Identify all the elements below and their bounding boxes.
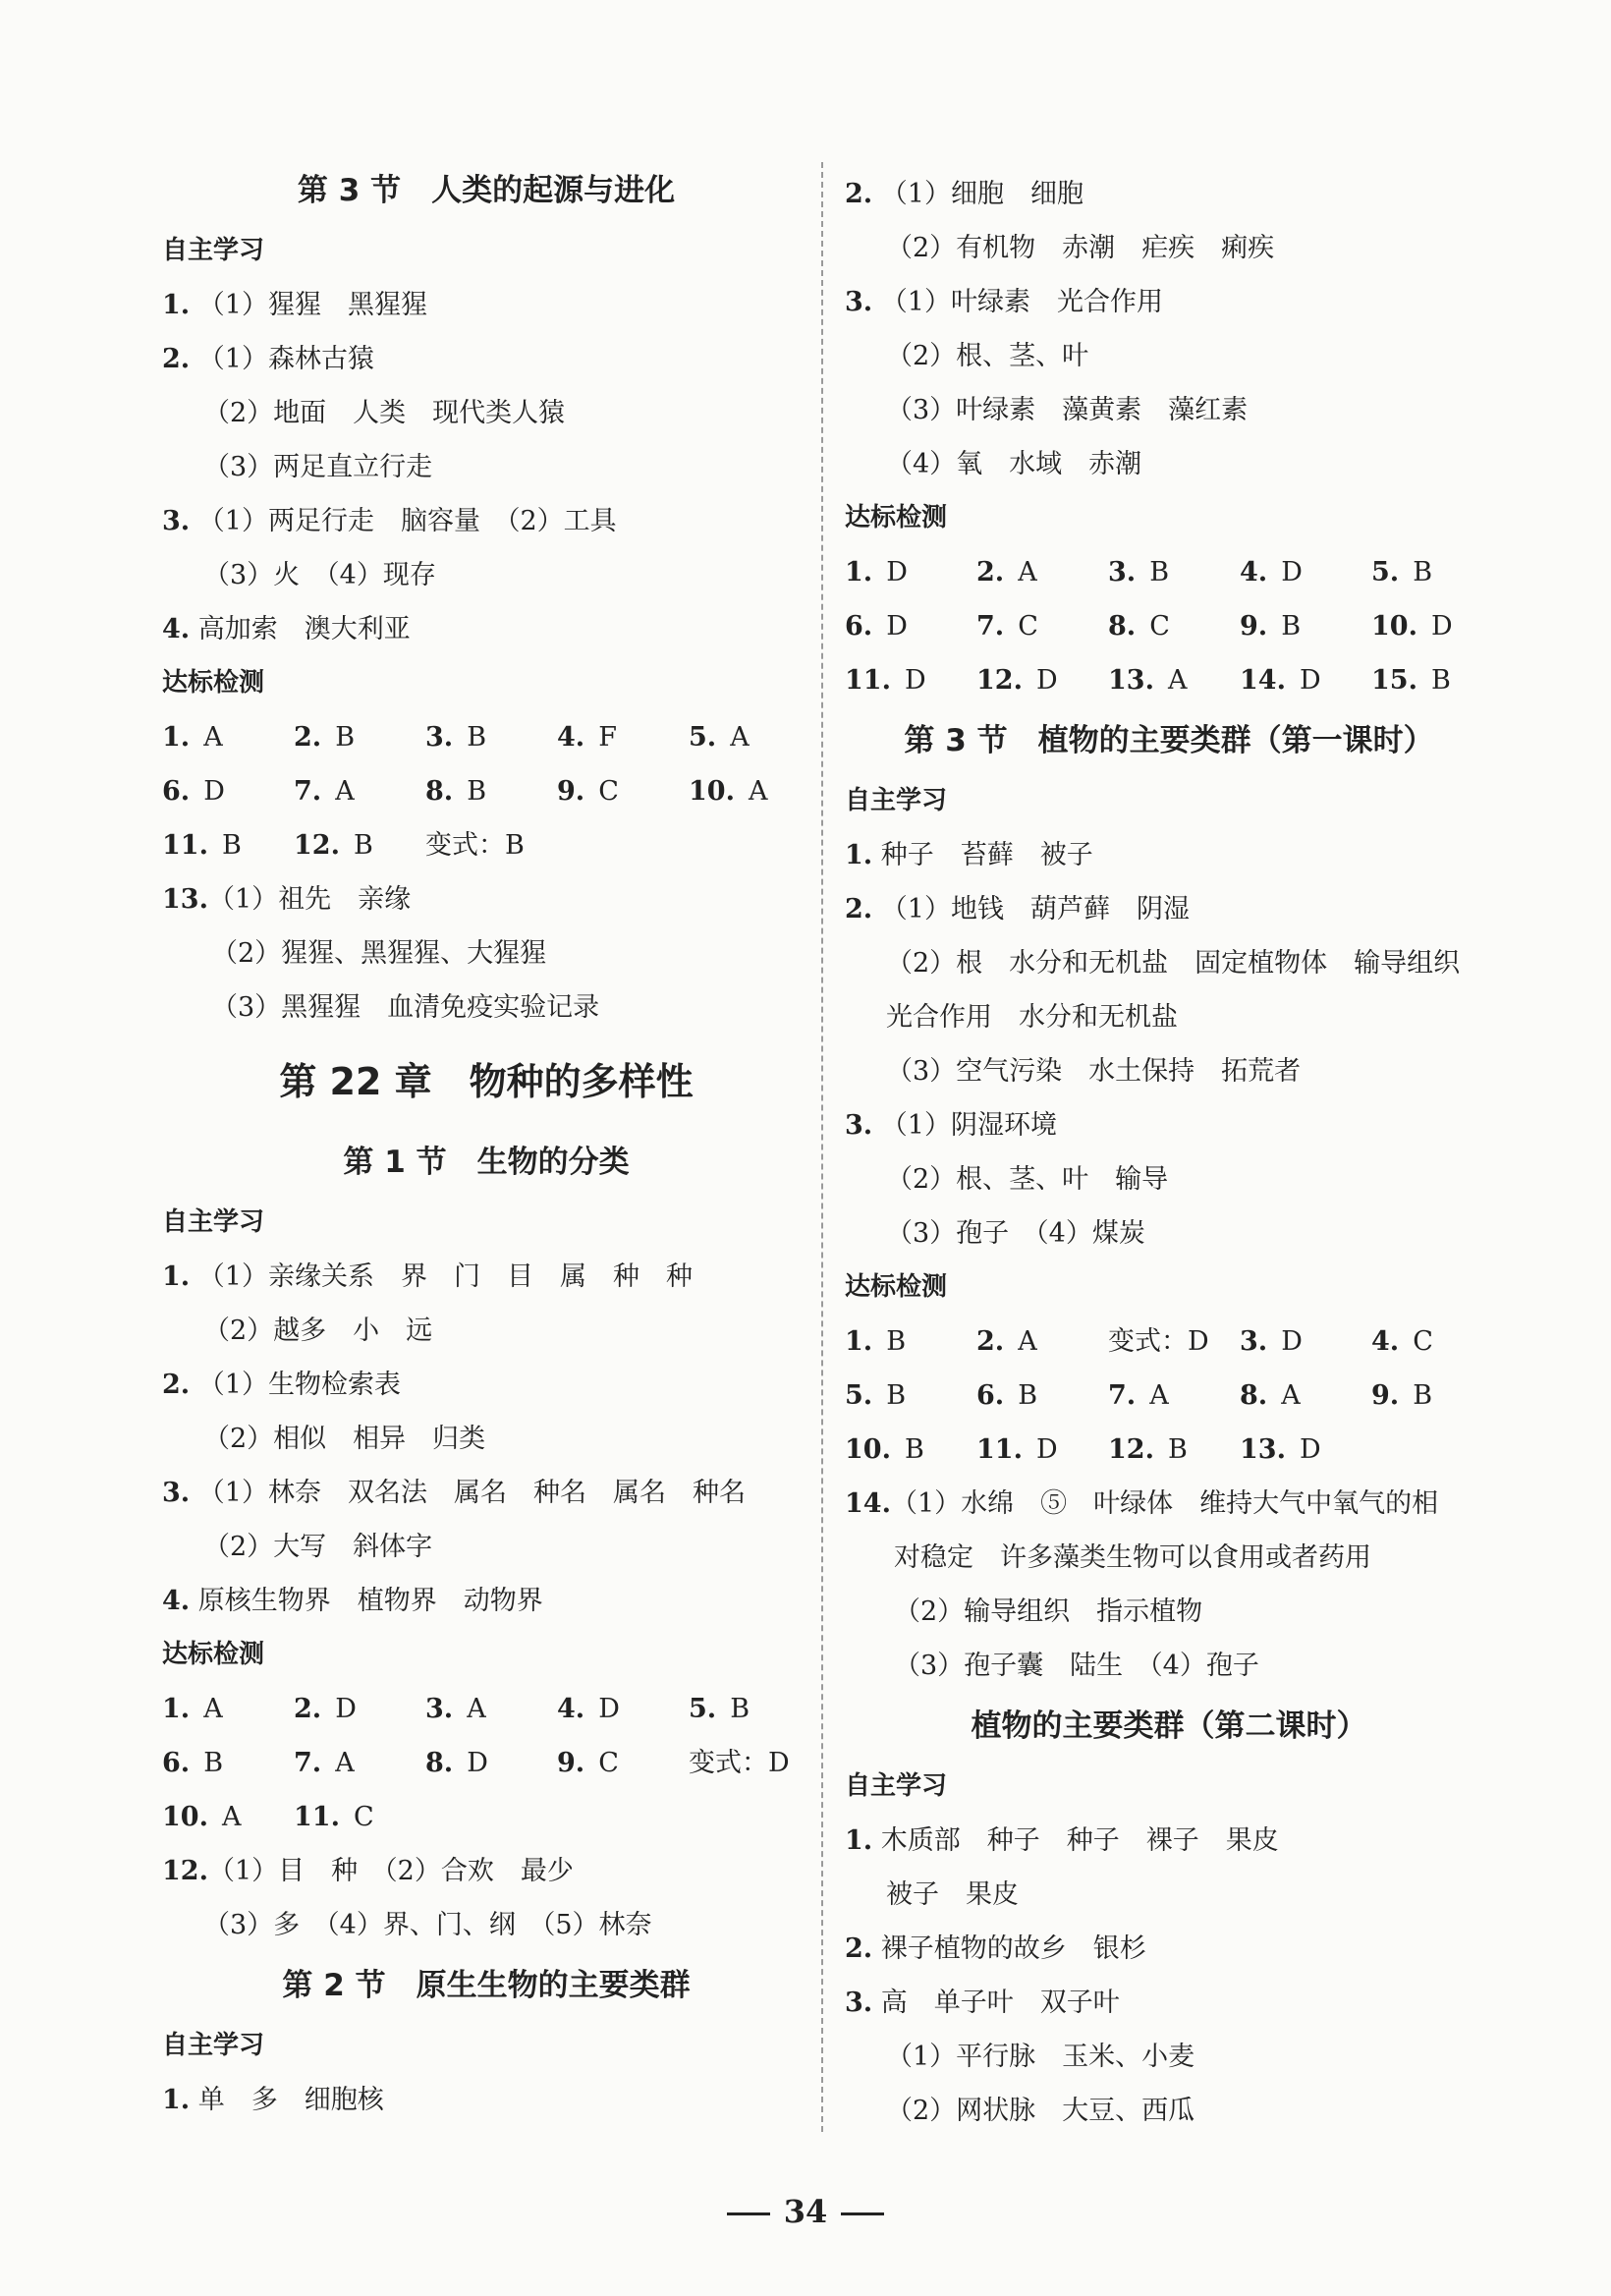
label-dabiao: 达标检测 bbox=[162, 668, 265, 698]
label-zizhu: 自主学习 bbox=[162, 236, 265, 265]
mc-answer bbox=[1240, 1315, 1303, 1369]
mc-answer bbox=[162, 710, 223, 764]
answer-letter: B bbox=[221, 830, 242, 861]
mc-answer bbox=[294, 764, 355, 818]
question-number: 2. bbox=[976, 557, 1005, 588]
answer-letter: B bbox=[1167, 1434, 1188, 1465]
answer-letter: A bbox=[730, 722, 750, 753]
answer-letter: C bbox=[353, 1802, 374, 1832]
chapter-title: 第 22 章 物种的多样性 bbox=[279, 1060, 694, 1103]
answer-letter: D bbox=[1299, 1434, 1321, 1465]
answer-letter: B bbox=[1018, 1380, 1038, 1411]
mc-answer bbox=[845, 599, 908, 653]
answer-line: （3）火 （4）现存 bbox=[203, 560, 436, 590]
mc-answer bbox=[425, 818, 525, 872]
answer-letter: D bbox=[1035, 1434, 1058, 1465]
answer-letter: B bbox=[467, 722, 487, 753]
section-title: 第 2 节 原生生物的主要类群 bbox=[282, 1968, 691, 2003]
question-number: 13. bbox=[1108, 665, 1154, 696]
mc-answer bbox=[689, 764, 767, 818]
question-number: 3. bbox=[1240, 1326, 1268, 1357]
mc-answer bbox=[1240, 1369, 1301, 1423]
section-title: 植物的主要类群（第二课时） bbox=[971, 1708, 1367, 1744]
question-number: 1. bbox=[845, 557, 873, 588]
mc-answer bbox=[689, 1682, 750, 1736]
mc-answer bbox=[1240, 545, 1303, 599]
mc-answer bbox=[162, 818, 242, 872]
mc-answer bbox=[1371, 599, 1453, 653]
question-number: 8. bbox=[1108, 611, 1137, 642]
answer-letter: 变式：B bbox=[425, 830, 525, 861]
question-number: 3. bbox=[1108, 557, 1137, 588]
answer-line: 1. （1）亲缘关系 界 门 目 属 种 种 bbox=[162, 1261, 693, 1292]
answer-line: 3. （1）两足行走 脑容量 （2）工具 bbox=[162, 506, 617, 536]
question-number: 6. bbox=[976, 1380, 1005, 1411]
answer-letter: A bbox=[1018, 1326, 1037, 1357]
question-number: 4. bbox=[557, 1694, 585, 1724]
answer-letter: B bbox=[730, 1694, 750, 1724]
answer-letter: C bbox=[598, 1748, 619, 1778]
answer-letter: C bbox=[598, 776, 619, 807]
answer-line: （3）叶绿素 藻黄素 藻红素 bbox=[886, 395, 1249, 425]
section-title: 第 3 节 人类的起源与进化 bbox=[297, 173, 676, 208]
answer-letter: B bbox=[1149, 557, 1170, 588]
mc-answer bbox=[1371, 653, 1451, 707]
answer-letter: C bbox=[1018, 611, 1038, 642]
answer-letter: A bbox=[1281, 1380, 1301, 1411]
mc-answer bbox=[1371, 1369, 1432, 1423]
answer-letter: D bbox=[1299, 665, 1321, 696]
answer-letter: A bbox=[335, 776, 355, 807]
question-number: 15. bbox=[1371, 665, 1417, 696]
label-zizhu: 自主学习 bbox=[845, 786, 948, 815]
answer-line: （2）有机物 赤潮 疟疾 痢疾 bbox=[886, 233, 1275, 263]
question-number: 4. bbox=[557, 722, 585, 753]
mc-answer bbox=[976, 653, 1058, 707]
answer-line: 4. 高加索 澳大利亚 bbox=[162, 614, 411, 644]
answer-line: （2）输导组织 指示植物 bbox=[894, 1596, 1203, 1627]
question-number: 12. bbox=[294, 830, 340, 861]
mc-answer bbox=[689, 710, 750, 764]
question-number: 11. bbox=[294, 1802, 340, 1832]
answer-letter: C bbox=[1149, 611, 1170, 642]
answer-line: 1. 木质部 种子 种子 裸子 果皮 bbox=[845, 1825, 1279, 1856]
question-number: 5. bbox=[845, 1380, 873, 1411]
answer-line: 13.（1）祖先 亲缘 bbox=[162, 884, 412, 915]
answer-line: 2. 裸子植物的故乡 银杉 bbox=[845, 1933, 1146, 1964]
label-dabiao: 达标检测 bbox=[845, 503, 948, 532]
mc-answer bbox=[1108, 599, 1170, 653]
answer-line: （3）空气污染 水土保持 拓荒者 bbox=[886, 1056, 1302, 1087]
question-number: 12. bbox=[1108, 1434, 1154, 1465]
answer-letter: D bbox=[1430, 611, 1453, 642]
question-number: 1. bbox=[162, 722, 191, 753]
label-zizhu: 自主学习 bbox=[162, 2031, 265, 2060]
mc-answer bbox=[557, 1682, 620, 1736]
answer-line: 光合作用 水分和无机盐 bbox=[886, 1002, 1178, 1033]
mc-answer bbox=[162, 1790, 241, 1844]
mc-answer bbox=[162, 1736, 223, 1790]
question-number: 3. bbox=[425, 1694, 454, 1724]
answer-line: （3）黑猩猩 血清免疫实验记录 bbox=[211, 992, 600, 1023]
mc-answer bbox=[162, 1682, 223, 1736]
label-zizhu: 自主学习 bbox=[162, 1207, 265, 1237]
question-number: 11. bbox=[162, 830, 208, 861]
question-number: 11. bbox=[845, 665, 891, 696]
mc-answer bbox=[1371, 545, 1432, 599]
mc-grid-row bbox=[162, 764, 810, 818]
question-number: 12. bbox=[976, 665, 1023, 696]
question-number: 4. bbox=[1240, 557, 1268, 588]
page-number: 34 bbox=[0, 2193, 1611, 2230]
question-number: 2. bbox=[294, 1694, 322, 1724]
section-title: 第 3 节 植物的主要类群（第一课时） bbox=[904, 723, 1434, 758]
answer-letter: B bbox=[353, 830, 373, 861]
mc-answer bbox=[845, 1369, 906, 1423]
question-number: 1. bbox=[845, 1326, 873, 1357]
question-number: 5. bbox=[689, 722, 717, 753]
mc-answer bbox=[1240, 599, 1301, 653]
answer-letter: B bbox=[335, 722, 356, 753]
question-number: 5. bbox=[1371, 557, 1400, 588]
answer-letter: A bbox=[221, 1802, 242, 1832]
mc-grid-row bbox=[162, 818, 810, 872]
answer-letter: B bbox=[1413, 557, 1433, 588]
mc-answer bbox=[294, 1736, 355, 1790]
left-column bbox=[162, 157, 810, 2127]
answer-line: （2）根 水分和无机盐 固定植物体 输导组织 bbox=[886, 948, 1461, 979]
section-title: 第 1 节 生物的分类 bbox=[343, 1145, 630, 1180]
right-column bbox=[845, 167, 1493, 2138]
mc-answer bbox=[1108, 1369, 1169, 1423]
mc-answer bbox=[976, 545, 1037, 599]
question-number: 7. bbox=[294, 1748, 322, 1778]
mc-grid-row bbox=[162, 1736, 810, 1790]
mc-answer bbox=[557, 710, 617, 764]
answer-letter: A bbox=[203, 1694, 223, 1724]
answer-letter: A bbox=[1149, 1380, 1169, 1411]
mc-grid-row bbox=[845, 1369, 1493, 1423]
answer-line: （1）平行脉 玉米、小麦 bbox=[886, 2042, 1195, 2072]
mc-answer bbox=[1240, 653, 1321, 707]
answer-line: 对稳定 许多藻类生物可以食用或者药用 bbox=[894, 1542, 1371, 1573]
question-number: 9. bbox=[557, 1748, 585, 1778]
question-number: 10. bbox=[162, 1802, 208, 1832]
answer-letter: D bbox=[1281, 1326, 1303, 1357]
mc-answer bbox=[845, 1315, 906, 1369]
mc-answer bbox=[294, 818, 373, 872]
answer-letter: A bbox=[748, 776, 768, 807]
mc-answer bbox=[976, 1315, 1037, 1369]
answer-line: （3）孢子囊 陆生 （4）孢子 bbox=[894, 1651, 1259, 1681]
question-number: 5. bbox=[689, 1694, 717, 1724]
answer-letter: 变式：D bbox=[689, 1748, 790, 1778]
answer-letter: B bbox=[467, 776, 487, 807]
mc-answer bbox=[1108, 1423, 1188, 1477]
answer-line: 3. 高 单子叶 双子叶 bbox=[845, 1988, 1120, 2018]
question-number: 10. bbox=[689, 776, 735, 807]
answer-line: 被子 果皮 bbox=[886, 1879, 1019, 1910]
mc-answer bbox=[689, 1736, 790, 1790]
question-number: 9. bbox=[557, 776, 585, 807]
question-number: 7. bbox=[976, 611, 1005, 642]
mc-answer bbox=[845, 545, 908, 599]
question-number: 8. bbox=[1240, 1380, 1268, 1411]
answer-line: 1. （1）猩猩 黑猩猩 bbox=[162, 290, 427, 320]
answer-letter: D bbox=[1035, 665, 1058, 696]
question-number: 6. bbox=[162, 776, 191, 807]
answer-line: 2. （1）生物检索表 bbox=[162, 1370, 401, 1400]
mc-answer bbox=[845, 1423, 924, 1477]
question-number: 9. bbox=[1371, 1380, 1400, 1411]
question-number: 7. bbox=[1108, 1380, 1137, 1411]
mc-answer bbox=[1108, 545, 1169, 599]
mc-answer bbox=[294, 1790, 374, 1844]
mc-answer bbox=[1108, 653, 1187, 707]
answer-line: 3. （1）林奈 双名法 属名 种名 属名 种名 bbox=[162, 1478, 746, 1508]
answer-letter: A bbox=[1018, 557, 1037, 588]
mc-grid-row bbox=[845, 1423, 1493, 1477]
answer-letter: B bbox=[904, 1434, 924, 1465]
answer-letter: D bbox=[598, 1694, 620, 1724]
question-number: 2. bbox=[294, 722, 322, 753]
question-number: 10. bbox=[845, 1434, 891, 1465]
answer-letter: A bbox=[203, 722, 223, 753]
answer-line: （3）两足直立行走 bbox=[203, 452, 433, 482]
answer-line: 4. 原核生物界 植物界 动物界 bbox=[162, 1586, 543, 1616]
mc-grid-row bbox=[845, 653, 1493, 707]
mc-grid-row bbox=[162, 1682, 810, 1736]
label-dabiao: 达标检测 bbox=[845, 1272, 948, 1302]
answer-line: （3）多 （4）界、门、纲 （5）林奈 bbox=[203, 1910, 652, 1940]
mc-answer bbox=[557, 764, 619, 818]
mc-answer bbox=[1371, 1315, 1433, 1369]
mc-answer bbox=[976, 1369, 1037, 1423]
answer-letter: B bbox=[1413, 1380, 1433, 1411]
mc-answer bbox=[294, 1682, 357, 1736]
column-divider bbox=[821, 162, 823, 2132]
answer-line: （3）孢子 （4）煤炭 bbox=[886, 1218, 1145, 1249]
question-number: 14. bbox=[1240, 665, 1286, 696]
answer-letter: B bbox=[1430, 665, 1451, 696]
answer-letter: C bbox=[1413, 1326, 1433, 1357]
question-number: 6. bbox=[162, 1748, 191, 1778]
question-number: 4. bbox=[1371, 1326, 1400, 1357]
mc-grid-row bbox=[162, 710, 810, 764]
answer-line: 1. 种子 苔藓 被子 bbox=[845, 840, 1093, 870]
answer-letter: B bbox=[203, 1748, 224, 1778]
answer-letter: D bbox=[467, 1748, 488, 1778]
mc-answer bbox=[976, 599, 1038, 653]
question-number: 2. bbox=[976, 1326, 1005, 1357]
answer-letter: D bbox=[904, 665, 926, 696]
question-number: 8. bbox=[425, 1748, 454, 1778]
answer-line: 1. 单 多 细胞核 bbox=[162, 2085, 384, 2115]
mc-answer bbox=[294, 710, 355, 764]
answer-letter: D bbox=[1281, 557, 1303, 588]
answer-line: 2. （1）细胞 细胞 bbox=[845, 179, 1083, 209]
answer-line: 2. （1）地钱 葫芦藓 阴湿 bbox=[845, 894, 1190, 924]
mc-answer bbox=[425, 764, 486, 818]
answer-line: 3. （1）阴湿环境 bbox=[845, 1110, 1057, 1141]
answer-letter: D bbox=[886, 557, 908, 588]
answer-line: （2）大写 斜体字 bbox=[203, 1532, 433, 1562]
mc-answer bbox=[1108, 1315, 1209, 1369]
answer-letter: D bbox=[335, 1694, 357, 1724]
question-number: 6. bbox=[845, 611, 873, 642]
mc-grid-row bbox=[845, 599, 1493, 653]
answer-line: （4）氧 水域 赤潮 bbox=[886, 449, 1142, 479]
answer-letter: B bbox=[886, 1380, 907, 1411]
question-number: 8. bbox=[425, 776, 454, 807]
label-dabiao: 达标检测 bbox=[162, 1640, 265, 1669]
answer-letter: F bbox=[598, 722, 617, 753]
answer-line: （2）相似 相异 归类 bbox=[203, 1424, 486, 1454]
answer-line: 2. （1）森林古猿 bbox=[162, 344, 374, 374]
answer-letter: A bbox=[335, 1748, 355, 1778]
question-number: 1. bbox=[162, 1694, 191, 1724]
answer-line: （2）根、茎、叶 输导 bbox=[886, 1164, 1169, 1195]
mc-answer bbox=[425, 1682, 486, 1736]
mc-answer bbox=[845, 653, 926, 707]
mc-answer bbox=[425, 1736, 488, 1790]
answer-line: 12.（1）目 种 （2）合欢 最少 bbox=[162, 1856, 574, 1886]
mc-grid-row bbox=[162, 1790, 810, 1844]
question-number: 11. bbox=[976, 1434, 1023, 1465]
mc-answer bbox=[557, 1736, 619, 1790]
answer-line: （2）猩猩、黑猩猩、大猩猩 bbox=[211, 938, 547, 969]
answer-letter: B bbox=[1281, 611, 1302, 642]
answer-line: 3. （1）叶绿素 光合作用 bbox=[845, 287, 1163, 317]
mc-grid-row bbox=[845, 1315, 1493, 1369]
answer-line: 14.（1）水绵 ⑤ 叶绿体 维持大气中氧气的相 bbox=[845, 1488, 1439, 1519]
answer-letter: A bbox=[1167, 665, 1188, 696]
answer-line: （2）根、茎、叶 bbox=[886, 341, 1089, 371]
answer-line: （2）网状脉 大豆、西瓜 bbox=[886, 2096, 1195, 2126]
answer-letter: B bbox=[886, 1326, 907, 1357]
question-number: 13. bbox=[1240, 1434, 1286, 1465]
answer-line: （2）地面 人类 现代类人猿 bbox=[203, 398, 566, 428]
answer-letter: 变式：D bbox=[1108, 1326, 1209, 1357]
answer-letter: D bbox=[203, 776, 225, 807]
question-number: 3. bbox=[425, 722, 454, 753]
question-number: 7. bbox=[294, 776, 322, 807]
answer-letter: A bbox=[467, 1694, 486, 1724]
label-zizhu: 自主学习 bbox=[845, 1771, 948, 1801]
mc-answer bbox=[162, 764, 225, 818]
mc-answer bbox=[1240, 1423, 1321, 1477]
question-number: 9. bbox=[1240, 611, 1268, 642]
answer-letter: D bbox=[886, 611, 908, 642]
mc-answer bbox=[425, 710, 486, 764]
answer-line: （2）越多 小 远 bbox=[203, 1316, 433, 1346]
mc-grid-row bbox=[845, 545, 1493, 599]
mc-answer bbox=[976, 1423, 1058, 1477]
question-number: 10. bbox=[1371, 611, 1417, 642]
